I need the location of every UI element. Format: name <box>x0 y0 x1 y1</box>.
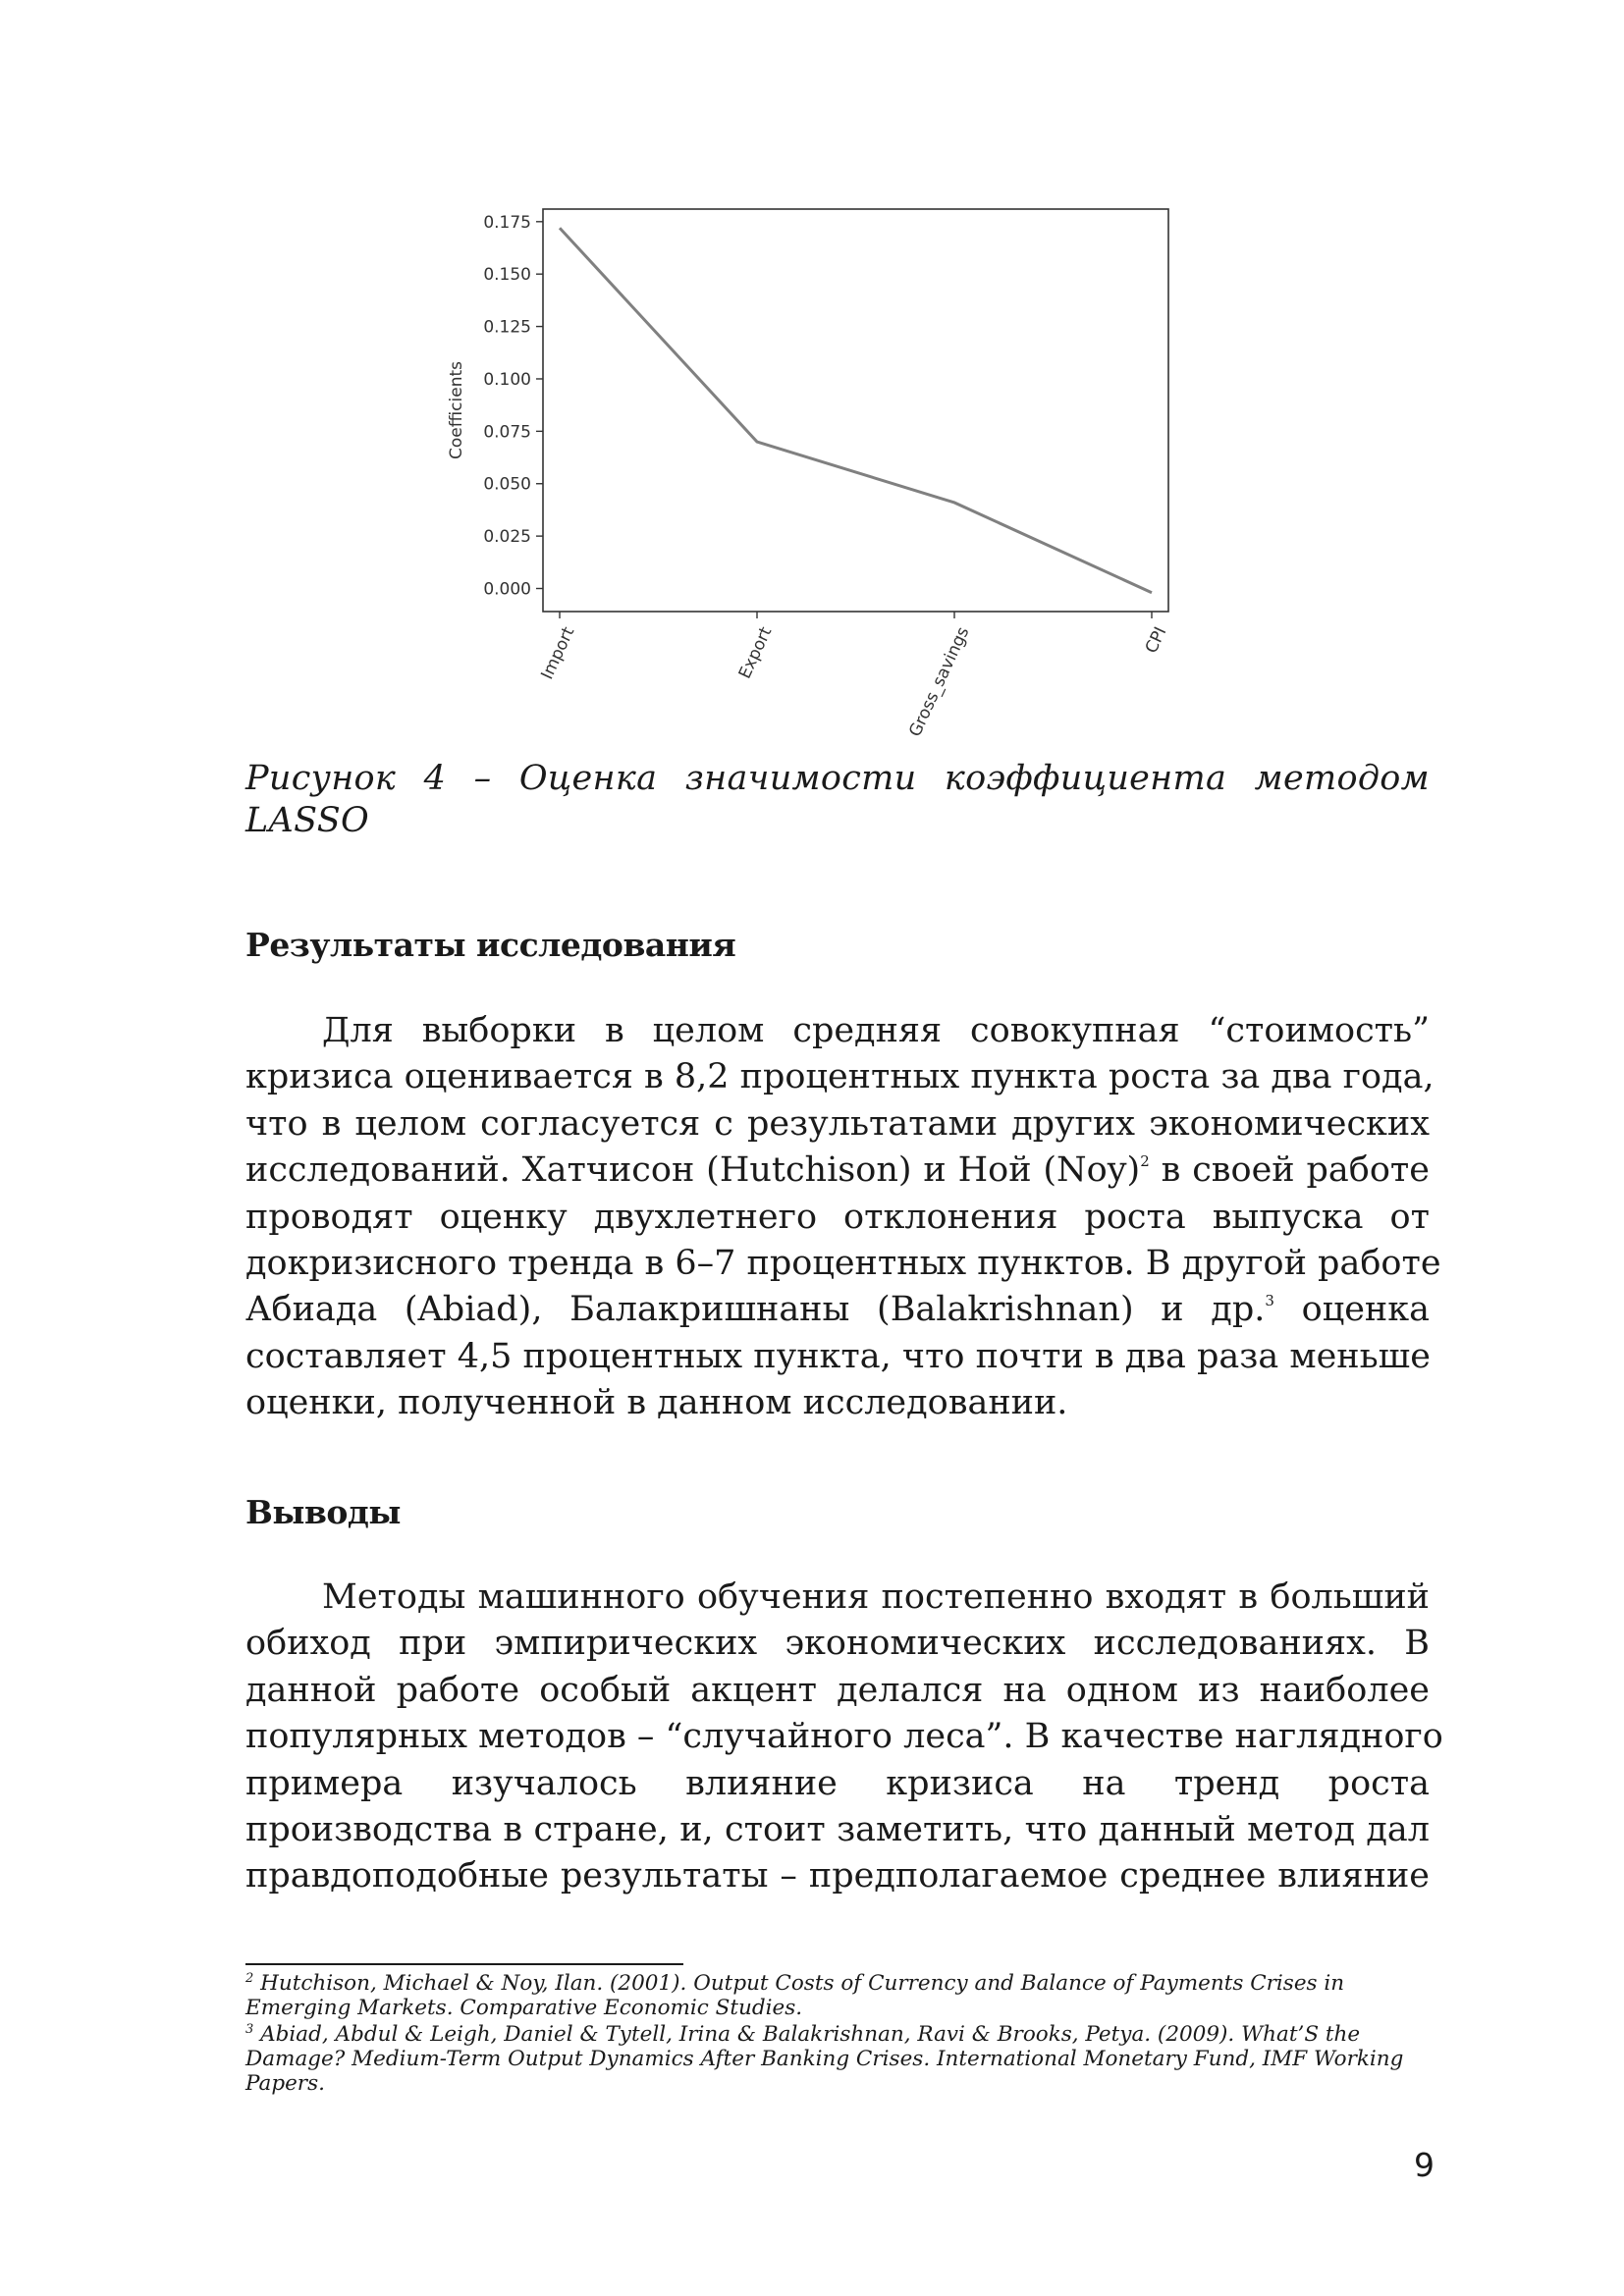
figure-caption-line2: LASSO <box>245 801 370 840</box>
footnote-number: 3 <box>245 2022 254 2037</box>
text-line: проводят оценку двухлетнего отклонения роста выпуска от <box>245 1197 1430 1237</box>
text-line: популярных методов – “случайного леса”. В качестве наглядного <box>245 1717 1443 1757</box>
text-line: данной работе особый акцент делался на одном из наиболее <box>245 1670 1430 1710</box>
footnote-text: Hutchison, Michael & Noy, Ilan. (2001). Output Costs of Currency and Balance of Payments Crises in Emerging Markets. Comparative Economic Studies. <box>245 1971 1345 2020</box>
text-line: оценки, полученной в данном исследовании. <box>245 1383 1068 1423</box>
text-line: Для выборки в целом средняя совокупная “стоимость” <box>322 1011 1430 1050</box>
text-fragment: оценка <box>1273 1290 1430 1330</box>
y-tick-label: 0.125 <box>483 317 531 338</box>
text-line: составляет 4,5 процентных пункта, что почти в два раза меньше <box>245 1336 1431 1376</box>
y-tick-label: 0.100 <box>483 369 531 390</box>
x-tick-label: Export <box>734 623 777 682</box>
y-axis-label: Coefficients <box>447 361 466 459</box>
x-axis-ticks <box>537 612 1170 740</box>
x-tick-label: Import <box>537 623 579 683</box>
footnote-separator <box>245 1963 683 1965</box>
page-number: 9 <box>1414 2146 1435 2184</box>
section-heading-results: Результаты исследования <box>245 926 736 964</box>
y-tick-label: 0.025 <box>483 527 531 548</box>
y-tick-label: 0.000 <box>483 579 531 600</box>
y-tick-label: 0.075 <box>483 422 531 443</box>
plot-area-frame <box>543 209 1168 612</box>
y-tick-label: 0.050 <box>483 474 531 495</box>
text-line: производства в стране, и, стоит заметить, что данный метод дал <box>245 1810 1430 1850</box>
text-line: примера изучалось влияние кризиса на тренд роста <box>245 1763 1430 1803</box>
text-line <box>245 1148 1430 1194</box>
paragraph-results <box>245 1008 1441 1427</box>
text-fragment: исследований. Хатчисон (Hutchison) и Ной (Noy) <box>245 1150 1141 1191</box>
text-line: кризиса оценивается в 8,2 процентных пункта роста за два года, <box>245 1057 1435 1097</box>
text-line: Методы машинного обучения постепенно входят в больший <box>322 1577 1430 1617</box>
text-line: докризисного тренда в 6–7 процентных пунктов. В другой работе <box>245 1244 1441 1284</box>
series-line-coefficients <box>560 228 1152 593</box>
text-line: что в целом согласуется с результатами других экономических <box>245 1103 1430 1144</box>
y-tick-label: 0.175 <box>483 212 531 233</box>
paragraph-conclusions <box>245 1575 1443 1900</box>
footnote-text: Abiad, Abdul & Leigh, Daniel & Tytell, Irina & Balakrishnan, Ravi & Brooks, Petya. (2009). What’S the Damage? Medium-Term Output Dynamics After Banking Crises. International Monetary Fund, IMF Working Papers. <box>245 2022 1404 2096</box>
y-axis-ticks <box>483 213 543 600</box>
text-line: обиход при эмпирических экономических исследованиях. В <box>245 1624 1430 1664</box>
text-line <box>245 1287 1430 1333</box>
footnote-ref-2[interactable]: 2 <box>1140 1152 1150 1171</box>
x-tick-label: Gross_savings <box>905 623 974 740</box>
footnote-3 <box>245 2022 1434 2096</box>
footnote-number: 2 <box>245 1971 254 1986</box>
figure-caption-line1: Рисунок 4 – Оценка значимости коэффициента методом <box>245 759 1430 798</box>
footnote-2 <box>245 1971 1434 2020</box>
lasso-coefficients-chart <box>432 187 1198 766</box>
footnote-ref-3[interactable]: 3 <box>1265 1292 1274 1310</box>
text-fragment: в своей работе <box>1149 1150 1430 1191</box>
figure-caption <box>245 758 1430 842</box>
text-fragment: Абиада (Abiad), Балакришнаны (Balakrishnan) и др. <box>245 1290 1266 1330</box>
x-tick-label: CPI <box>1141 623 1171 657</box>
section-heading-conclusions: Выводы <box>245 1493 401 1531</box>
y-tick-label: 0.150 <box>483 265 531 286</box>
text-line: правдоподобные результаты – предполагаемое среднее влияние <box>245 1856 1430 1896</box>
